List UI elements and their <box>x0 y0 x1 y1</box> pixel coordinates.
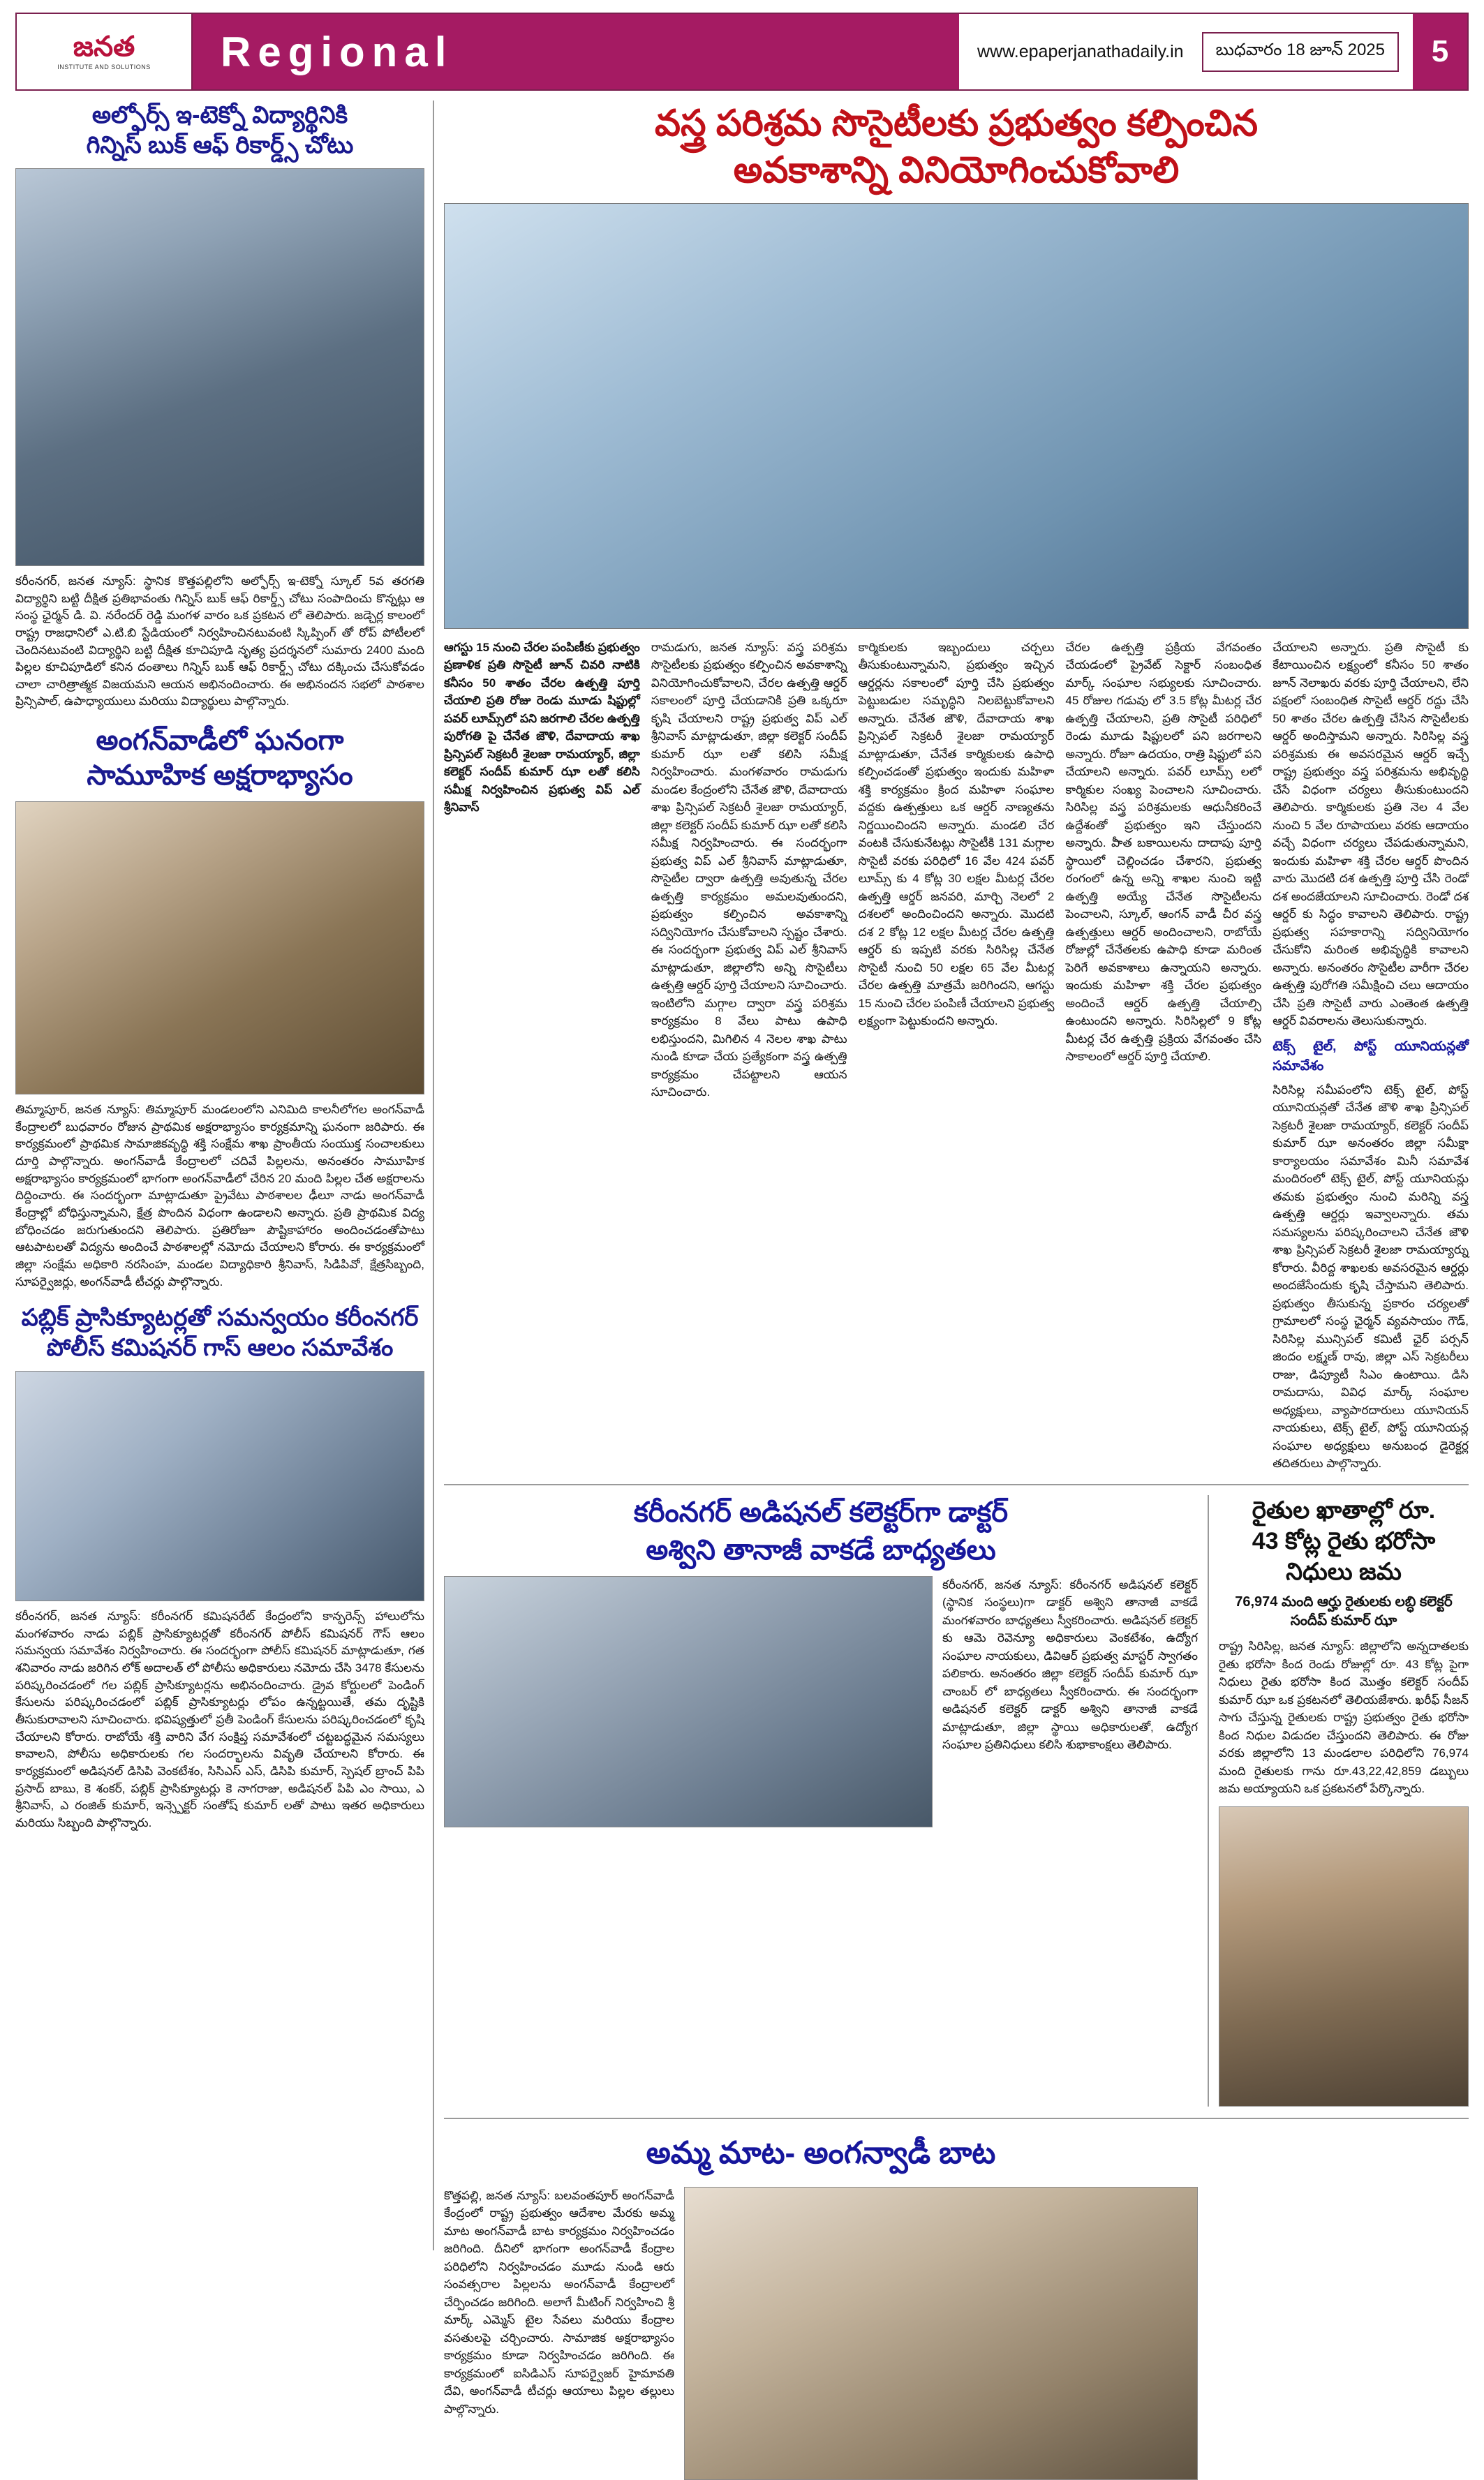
review-meeting-photo <box>444 203 1469 629</box>
story-anganwadi <box>15 723 424 1291</box>
logo-sub-text: INSTITUTE AND SOLUTIONS <box>57 64 151 70</box>
lead-closing-subhead: టెక్స్ టైల్, పోస్ట్ యూనియన్లతో సమావేశం <box>1272 1039 1469 1074</box>
rythu-story-block <box>1208 1495 1469 2107</box>
story2-headline-line2: సామూహిక అక్షరాభ్యాసం <box>87 760 353 792</box>
story3-headline-line2: పోలీస్ కమిషనర్ గాస్ ఆలం సమావేశం <box>46 1334 394 1361</box>
lead-body-col-2: కార్మికులకు ఇబ్బందులు చర్చలు తీసుకుంటున్నామని, ప్రభుత్వం ఇచ్చిన ఆర్డర్లను సకాలంలో పూర్తి చేసి ప్రభుత్వం పెట్టుబడుల సమృద్ధిని నిలబెట్టుకోవాలని అన్నారు. చేనేత జౌళి, దేవాదాయ శాఖ ప్రిన్సిపల్ సెక్రటరీ శైలజా రామయ్యార్ మాట్లాడుతూ, చేనేత కార్మికులకు ఉపాధి కల్పించడంతో ప్రభుత్వం ఇందుకు మహిళా శక్తి కార్యక్రమం క్రింద మహిళా సంఘాల వద్దకు ఉత్పత్తులు ఒక ఆర్డర్ నాణ్యతను నిర్ణయించిందని అన్నారు. మండలి చేర వంటకి చేసుకునేటట్లు సొసైటీకి 131 మగ్గాల సొసైటీ వరకు పరిధిలో 16 వేల 424 పవర్ లూమ్స్ కు 4 కోట్ల 30 లక్షల మీటర్ల చేరల ఉత్పత్తి ఆర్డర్ జనవరి, మార్చి నెలలో 2 దశలలో అందించిందని అన్నారు. మొదటి దశ 2 కోట్ల 12 లక్షల మీటర్ల చేరల ఉత్పత్తి ఆర్డర్ కు ఇప్పటి వరకు సిరిసిల్ల చేనేత సొసైటీ నుంచి 50 లక్షల 65 వేల మీటర్ల చేరల ఉత్పత్తి మాత్రమే జరిగిందని, ఆగస్టు 15 నుంచి చేరల పంపిణీ చేయాలని ప్రభుత్వ లక్ష్యంగా పెట్టుకుందని అన్నారు. <box>858 640 1055 1028</box>
story3-headline-line1: పబ్లిక్ ప్రాసిక్యూటర్లతో సమన్వయం కరీంనగర్ <box>21 1305 419 1332</box>
story2-headline-line1: అంగన్‌వాడీలో ఘనంగా <box>96 725 344 757</box>
lead-story <box>444 102 1469 1473</box>
logo-main-text: జనత <box>73 31 135 62</box>
lead-body-col-3: చేరల ఉత్పత్తి ప్రక్రియ వేగవంతం చేయడంలో ప్రైవేట్ సెక్టార్ సంబంధిత మార్క్ సంఘాల సభ్యులకు సూచించారు. 45 రోజుల గడువు లో 3.5 కోట్ల మీటర్ల చేర ఉత్పత్తి చేయాలని, ప్రతి సొసైటీ పరిధిలో రెండు మూడు షిప్టులలో పని జరగాలని అన్నారు. రోజూ ఉదయం, రాత్రి షిప్టులో పని చేయాలని అన్నారు. పవర్ లూమ్స్ లలో కార్మికుల సంఖ్య పెంచాలని సూచించారు. సిరిసిల్ల వస్త్ర పరిశ్రమలకు ఆధునీకరించే ఉద్దేశంతో ప్రభుత్వం ఇని చేస్తుందని అన్నారు. వీాత బకాయిలను దాదాపు పూర్తి స్థాయిలో చెల్లించడం చేశారని, ప్రభుత్వ రంగంలో ఉన్న అన్ని శాఖల నుంచి ఇట్టి ఉత్పత్తి అయ్యే చేనేత సొసైటీలను పెంచాలని, స్కూల్, ఆంగన్ వాడీ చీర వస్త్ర ఉత్పత్తులు ఆర్డర్ అందించాలని, రాబోయే రోజుల్లో చేనేతలకు ఉపాధి కూడా మరింత పెరిగే అవకాశాలు ఉన్నాయని అన్నారు. ఇందుకు మహిళా శక్తి చేరల ప్రభుత్వం అందించే ఆర్డర్ ఉత్పత్తి చేయాల్సి ఉంటుందని అన్నారు. సిరిసిల్లలో 9 కోట్ల మీటర్ల చేర ఉత్పత్తి ప్రక్రియ వేగవంతం చేసి సాకాలంలో ఆర్డర్ పూర్తి చేయాలి. <box>1065 640 1262 1064</box>
amma-mata-anganwadi-photo <box>684 2187 1198 2480</box>
amma-headline: అమ్మ మాట- అంగన్వాడీ బాట <box>646 2135 996 2170</box>
lower-section <box>444 1495 1469 2107</box>
collector-portrait-photo <box>1219 1806 1469 2107</box>
publication-logo <box>17 14 193 89</box>
story-police-meeting <box>15 1303 424 1832</box>
story-student-award <box>15 101 424 711</box>
section-title-banner <box>193 14 959 89</box>
lead-body-col-4 <box>1272 639 1469 1473</box>
story1-headline-line2: గిన్నిస్ బుక్ ఆఫ్ రికార్డ్స్ చోటు <box>86 131 354 158</box>
story2-caption: తిమ్మాపూర్, జనత న్యూస్: తిమ్మాపూర్ మండలంలోని ఎనిమిది కాలనీలోగల అంగన్‌వాడీ కేంద్రాలలో బుధవారం రోజున ప్రాథమిక అక్షరాభ్యాసం కార్యక్రమాన్ని ఘనంగా జరిపారు. ఈ కార్యక్రమంలో ప్రాథమిక సామాజికవృద్ధి శక్తి సంక్షేమ శాఖ ప్రాంతీయ సంయుక్త సంచాలకులు దూర్తి పాల్గొన్నారు. అంగన్‌వాడీ కేంద్రాలలో చదివే పిల్లలను, అనంతరం సామూహిక అక్షరాభ్యాసం కార్యక్రమంలో భాగంగా అంగన్‌వాడీలో చేరిన 20 మంది పిల్లల చేత అక్షరాలను దిద్దించారు. ఈ సందర్భంగా మాట్లాడుతూ ప్రైవేటు పాఠశాలల ఢీలూ నాడు అంగన్‌వాడీ కేంద్రాల్లో బోధిస్తున్నామని, క్షేత్ర పొందిన విధంగా ఉండాలని అన్నారు. ప్రతి ప్రాథమిక విద్య బోధించడం జరుగుతుందని తెలిపారు. ప్రతిరోజూ పౌష్టికాహారం అందించడంతోపాటు ఆటపాటలతో విద్యను అందించే పాఠశాలల్లో నమోదు చేయాలని కోరారు. ఈ కార్యక్రమంలో జిల్లా సంక్షేమ అధికారి నరసింహ, మండల విద్యాధికారి శ్రీనివాస్, సిడిపివో, క్షేత్రసిబ్బంది, సూపర్వైజర్లు, అంగన్‌వాడీ టీచర్లు పాల్గొన్నారు. <box>15 1103 424 1289</box>
masthead-right <box>959 14 1403 89</box>
publication-date: బుధవారం 18 జూన్ 2025 <box>1202 32 1399 72</box>
horizontal-divider <box>444 1484 1469 1485</box>
main-column <box>444 101 1469 2416</box>
lead-closing-text: సిరిసిల్ల సమీపంలోని టెక్స్ టైల్, పోస్ట్ యూనియన్లతో చేనేత జౌళి శాఖ ప్రిన్సిపల్ సెక్రటరీ శైలజా రామయ్యార్, కలెక్టర్ సందీప్ కుమార్ ఝా అనంతరం జిల్లా సమీక్షా కార్యాలయం సమావేశం మినీ సమావేశ మందిరంలో టెక్స్ టైల్, పోస్ట్ యూనియన్లు తమకు ప్రభుత్వం నుంచి మరిన్ని వస్త్ర ఉత్పత్తి ఆర్డర్లు ఇవ్వాలన్నారు. తమ సమస్యలను పరిష్కరించాలని చేనేత జౌళి శాఖ ప్రిన్సిపల్ సెక్రటరీ శైలజా రామయ్యార్ను కోరారు. వీరిద్ద శాఖలకు అవసరమైన ఆర్డర్లు అందజేసేందుకు కృషి చేస్తామని తెలిపారు. ప్రభుత్వం తీసుకున్న ప్రకారం చర్యలతో గ్రామాలలో సంస్థ ఛైర్మన్ వ్యవసాయం గౌడ్, సిరిసిల్ల మున్సిపల్ కమిటీ ఛైర్ పర్సన్ జిందం లక్ష్మణ్ రావు, జిల్లా ఎస్ సెక్రటరీలు రాజు, డిప్యూటీ సిఎం ఉంటాయి. డిసి రామదాసు, వివిధ మార్క్ సంఘాల అధ్యక్షులు, వ్యాపారదారులు యూనియన్ నాయకులు, టెక్స్ టైల్, పోస్ట్ యూనియన్ల సంఘాల అధ్యక్షులు అనుబంధ డైరెక్టర్ల తదితరులు పాల్గొన్నారు. <box>1272 1083 1469 1471</box>
police-commissioner-meeting-photo <box>15 1371 424 1601</box>
collector-story-block <box>444 1495 1198 2107</box>
collector-headline-line2: అశ్విని తానాజీ వాకడే బాధ్యతలు <box>646 1534 996 1566</box>
masthead <box>15 13 1469 91</box>
anganwadi-ceremony-photo <box>15 801 424 1094</box>
rythu-headline-line1: రైతుల ఖాతాల్లో రూ. <box>1252 1497 1436 1524</box>
left-column <box>15 101 434 2250</box>
student-award-photo <box>15 168 424 566</box>
lead-intro: ఆగస్టు 15 నుంచి చేరల పంపిణీకు ప్రభుత్వం ప్రణాళిక ప్రతి సొసైటీ జూన్ చివరి నాటికి కనీసం 50 శాతం చేరల ఉత్పత్తి పూర్తి చేయాలి ప్రతి రోజు రెండు మూడు షిప్టుల్లో పవర్ లూమ్స్‌లో పని జరగాలి చేరల ఉత్పత్తి పురోగతి పై చేనేత జౌళి, దేవాదాయ శాఖ ప్రిన్సిపల్ సెక్రటరీ శైలజా రామయ్యార్, జిల్లా కలెక్టర్ సందీప్ కుమార్ ఝా లతో కలిసి సమీక్ష నిర్వహించిన ప్రభుత్వ విప్ ఎల్ శ్రీనివాస్ <box>444 640 640 815</box>
lead-headline-line1: వస్త్ర పరిశ్రమ సొసైటీలకు ప్రభుత్వం కల్పించిన <box>654 103 1259 144</box>
horizontal-divider-2 <box>444 2118 1469 2119</box>
lead-headline-line2: అవకాశాన్ని వినియోగించుకోవాలి <box>733 150 1180 191</box>
rythu-subhead: 76,974 మంది ఆర్హు రైతులకు లబ్ధి కలెక్టర్ సందీప్ కుమార్ ఝా <box>1235 1594 1453 1629</box>
section-title-text: Regional <box>221 28 454 75</box>
collector-story-body: కరీంనగర్, జనత న్యూస్: కరీంనగర్ అడిషనల్ కలెక్టర్ (స్థానిక సంస్థలు)గా డాక్టర్ అశ్విని తానాజీ వాకడే మంగళవారం బాధ్యతలు స్వీకరించారు. అడిషనల్ కలెక్టర్ కు ఆమె రెవెన్యూ అధికారులు వెంకటేశం, ఉద్యోగ సంఘాల నాయకులు, డివిఆర్ ప్రభుత్వ మాస్టర్ స్వాగతం పలికారు. అనంతరం జిల్లా కలెక్టర్ సందీప్ కుమార్ ఝా చాంబర్ లో బాధ్యతలు స్వీకరించారు. ఈ సందర్భంగా అడిషనల్ కలెక్టర్ డాక్టర్ అశ్విని తానాజీ వాకడే మాట్లాడుతూ, జిల్లా స్థాయి అధికారులతో, ఉద్యోగ సంఘాల ప్రతినిధులు కలిసి శుభాకాంక్షలు తెలిపారు. <box>942 1577 1198 1752</box>
collector-office-photo <box>444 1576 933 1827</box>
lead-body-col-4-text: చేయాలని అన్నారు. ప్రతి సొసైటీ కు కేటాయించిన లక్ష్యంలో కనీసం 50 శాతం జూన్ నెలాఖరు వరకు పూర్తి చేయాలని, లేని పక్షంలో సంబంధిత సొసైటీ ఆర్డర్ రద్దు చేసి 50 శాతం చేరల ఉత్పత్తి చేసిన సొసైటీలకు ఆర్డర్ అందిస్తామని అన్నారు. సిరిసిల్ల వస్త్ర పరిశ్రమకు ఈ అవసరమైన ఆర్డర్ ఇచ్చే రాష్ట్ర ప్రభుత్వం వస్త్ర పరిశ్రమను అభివృద్ధి చేసే విధంగా చర్యలు తీసుకుంటుందని తెలిపారు. కార్మికులకు ప్రతి నెల 4 వేల నుంచి 5 వేల రూపాయలు వరకు ఆదాయం వచ్చే విధంగా చర్యలు చేపడుతున్నామని, ఇందుకు మహిళా శక్తి చేరల ఆర్డర్ పొందిన వారు మొదటి దశ ఉత్పత్తి పూర్తి చేసి రెండో దశ అందజేయాలని సూచించారు. రెండో దశ ఆర్డర్ కు సిద్ధం కావాలని తెలిపారు. రాష్ట్ర ప్రభుత్వ సహకారాన్ని సద్వినియోగం చేసుకోని మరింత అభివృద్ధికి కావాలని అన్నారు. అనంతరం సొసైటీల వారీగా చేరల ఉత్పత్తి పురోగతి సమీక్షించి చలు ఆదాయం చేసి ప్రతి సొసైటీ వారు ఎంతెంత ఉత్పత్తి ఆర్డర్ వివరాలను తెలుసుకున్నారు. <box>1272 640 1469 1028</box>
page-number: 5 <box>1413 14 1467 89</box>
story1-headline-line1: అల్ఫోర్స్ ఇ-టెక్నో విద్యార్థినికి <box>91 102 348 128</box>
rythu-headline-line2: 43 కోట్ల రైతు భరోసా <box>1252 1528 1436 1555</box>
rythu-headline-line3: నిధులు జమ <box>1286 1559 1402 1586</box>
website-url[interactable]: www.epaperjanathadaily.in <box>977 41 1184 61</box>
lead-body-columns <box>444 639 1469 1473</box>
amma-story-body: కొత్తపల్లి, జనత న్యూస్: బలవంతపూర్ అంగన్‌వాడీ కేంద్రంలో రాష్ట్ర ప్రభుత్వం ఆదేశాల మేరకు అమ్మ మాట అంగన్‌వాడీ బాట కార్యక్రమం నిర్వహించడం జరిగింది. దీనిలో భాగంగా అంగన్‌వాడీ కేంద్రాల పరిధిలోని నిర్వహించడం మూడు నుండి ఆరు సంవత్సరాల పిల్లలను అంగన్‌వాడీ కేంద్రాలలో చేర్పించడం జరిగింది. అలాగే మీటింగ్ నిర్వహించి శ్రీ మార్క్ ఎమ్మెస్ టైల సేవలు మరియు కేంద్రాల వసతులపై చర్చించారు. సామాజిక అక్షరాభ్యాసం కార్యక్రమం కూడా నిర్వహించడం జరిగింది. ఈ కార్యక్రమంలో ఐసిడిఎస్ సూపర్వైజర్ హైమావతి దేవి, అంగన్‌వాడీ టీచర్లు ఆయాలు పిల్లల తల్లులు పాల్గొన్నారు. <box>444 2188 674 2416</box>
page-content <box>15 101 1469 2416</box>
rythu-body: రాష్ట్ర సిరిసిల్ల, జనత న్యూస్: జిల్లాలోని అన్నదాతలకు రైతు భరోసా కింద రెండు రోజుల్లో రూ. 43 కోట్ల పైగా నిధులు రైతు భరోసా కింద మొత్తం కలెక్టర్ సందీప్ కుమార్ ఝా ఒక ప్రకటనలో తెలియజేశారు. ఖరీఫ్ సీజన్ సాగు చేస్తున్న రైతులకు రాష్ట్ర ప్రభుత్వం రైతు భరోసా కింద నిధుల విడుదల చేస్తుందని తెలిపారు. ఈ రోజు వరకు జిల్లాలోని 13 మండలాల పరిధిలోని 76,974 మంది రైతులకు గాను రూ.43,22,42,859 డబ్బులు జమ అయ్యాయని ఒక ప్రకటనలో పేర్కొన్నారు. <box>1219 1640 1469 1796</box>
collector-headline-line1: కరీంనగర్ అడిషనల్ కలెక్టర్‌గా డాక్టర్ <box>633 1497 1009 1528</box>
amma-story-block <box>444 2129 1469 2480</box>
story3-caption: కరీంనగర్, జనత న్యూస్: కరీంనగర్ కమిషనరేట్ కేంద్రంలోని కాన్ఫరెన్స్ హాలులోను మంగళవారం నాడు పబ్లిక్ ప్రాసిక్యూటర్లతో కరీంనగర్ పోలీస్ కమిషనర్ గౌస్ ఆలం సమన్వయ సమావేశం నిర్వహించారు. ఈ సందర్భంగా పోలీస్ కమిషనర్ మాట్లాడుతూ, గత శనివారం నాడు జరిగిన లోక్ అదాలత్ లో పోలీసు అధికారులు నమోదు చేసి 3478 కేసులను పరిష్కరించడంలో గల పబ్లిక్ ప్రాసిక్యూటర్లను అభినందించారు. డ్రైవ కోర్టులలో పెండింగ్ కేసులను పరిష్కరించడంలో పబ్లిక్ ప్రాసిక్యూటర్లు లోపం ఉన్నట్టయితే, తమ దృష్టికి తీసుకురావాలని సూచించారు. భవిష్యత్తులో ప్రతీ పెండింగ్ కేసులను పరిష్కరించడంలో కృషి చేయాలని కోరారు. రాబోయే శక్తి వారిని వేగ సంక్షిప్త సమావేశంలో చట్టబద్ధమైన సమస్యలు కావాలని, పోలీసు అధికారులకు గల సందర్భాలను వివృతి చేయాలని కోరారు. ఈ కార్యక్రమంలో అడిషనల్ డిసిపి వెంకటేశం, సిసిఎస్ ఎస్, డిసిపి కుమార్, స్పెషల్ బ్రాంచ్ పిపి ప్రసాద్ బాబు, కె శంకర్, పబ్లిక్ ప్రాసిక్యూటర్లు కె నాగరాజు, అడిషనల్ పిపి ఎం సాయి, ఎ శ్రీనివాస్, ఎ రంజిత్ కుమార్, ఇన్స్పెక్టర్ సంతోష్ కుమార్ లతో పాటు ఇతర అధికారులు మరియు సిబ్బంది పాల్గొన్నారు. <box>15 1610 424 1829</box>
story1-caption: కరీంనగర్, జనత న్యూస్: స్థానిక కొత్తపల్లిలోని అల్ఫోర్స్ ఇ-టెక్నో స్కూల్ 5వ తరగతి విద్యార్థిని బట్టి దీక్షిత ప్రతిభావంతు గిన్నిస్ బుక్ ఆఫ్ రికార్డ్స్ చోటు సంపాదించు కొన్నట్లు ఆ సంస్థ ఛైర్మన్ డి. వి. నరేందర్ రెడ్డి మంగళ వారం ఒక ప్రకటన లో తెలిపారు. జడ్చెర్ల కాలంలో రాష్ట్ర రాజధానిలో ఎ.టి.బి స్టేడియంలో నిర్వహించినటువంటి స్కిప్పింగ్ తో రోప్ పోటీలలో చెందినటువంటి విద్యార్థిని బట్టి దీక్షిత కూచిపూడి నృత్య ప్రదర్శనలో సుమారు 2400 మంది పిల్లల కూచిపూడిలో కనిన దంతాలు గిన్నిస్ బుక్ ఆఫ్ రికార్డ్స్ చోటు దక్కించు చేసుకోవడం చాలా చారిత్రాత్మక విజయమని ఆయన అభినందించారు. ఈ అభినందన సభలో పాఠశాల ప్రిన్సిపాల్, ఉపాధ్యాయులు మరియు విద్యార్థులు పాల్గొన్నారు. <box>15 574 424 708</box>
lead-body-col-1: రామడుగు, జనత న్యూస్: వస్త్ర పరిశ్రమ సొసైటీలకు ప్రభుత్వం కల్పించిన అవకాశాన్ని వినియోగించుకోవాలని, చేరల ఉత్పత్తి ఆర్డర్ సకాలంలో పూర్తి చేయడానికి ప్రతి ఒక్కరూ కృషి చేయాలని రాష్ట్ర ప్రభుత్వ విప్ ఎల్ శ్రీనివాస్ మాట్లాడుతూ, జిల్లా కలెక్టర్ సందీప్ కుమార్ ఝా లతో కలిసి సమీక్ష నిర్వహించారు. మంగళవారం రామడుగు మండల కేంద్రంలోని చేనేత జౌళి, దేవాదాయ శాఖ ప్రిన్సిపల్ సెక్రటరీ శైలజా రామయ్యార్, జిల్లా కలెక్టర్ సందీప్ కుమార్ ఝా లతో కలిసి సమీక్ష నిర్వహించారు. ఈ సందర్భంగా ప్రభుత్వ విప్ ఎల్ శ్రీనివాస్ మాట్లాడుతూ, సొసైటీల ద్వారా ఉత్పత్తి అవుతున్న చేరల ఉత్పత్తి కార్యక్రమం అమలవుతుందని, ప్రభుత్వం కల్పించిన అవకాశాన్ని సద్వినియోగం చేసుకోవాలని స్పష్టం చేశారు. ఈ సందర్భంగా ప్రభుత్వ విప్ ఎల్ శ్రీనివాస్ మాట్లాడుతూ, జిల్లాలోని అన్ని సొసైటీలు ఉత్పత్తి ఆర్డర్ పూర్తి చేయాలని సూచించారు. ఇంటిలోని మగ్గాల ద్వారా వస్త్ర పరిశ్రమ కార్యక్రమం 8 వేలు పాటు ఉపాధి లభిస్తుందని, మిగిలిన 4 నెలల శాఖ పాటు నుండి కూడా చేయ ప్రత్యేకంగా వస్త్ర ఉత్పత్తి కార్యక్రమం చేపట్టాలని ఆయన సూచించారు. <box>651 640 847 1099</box>
